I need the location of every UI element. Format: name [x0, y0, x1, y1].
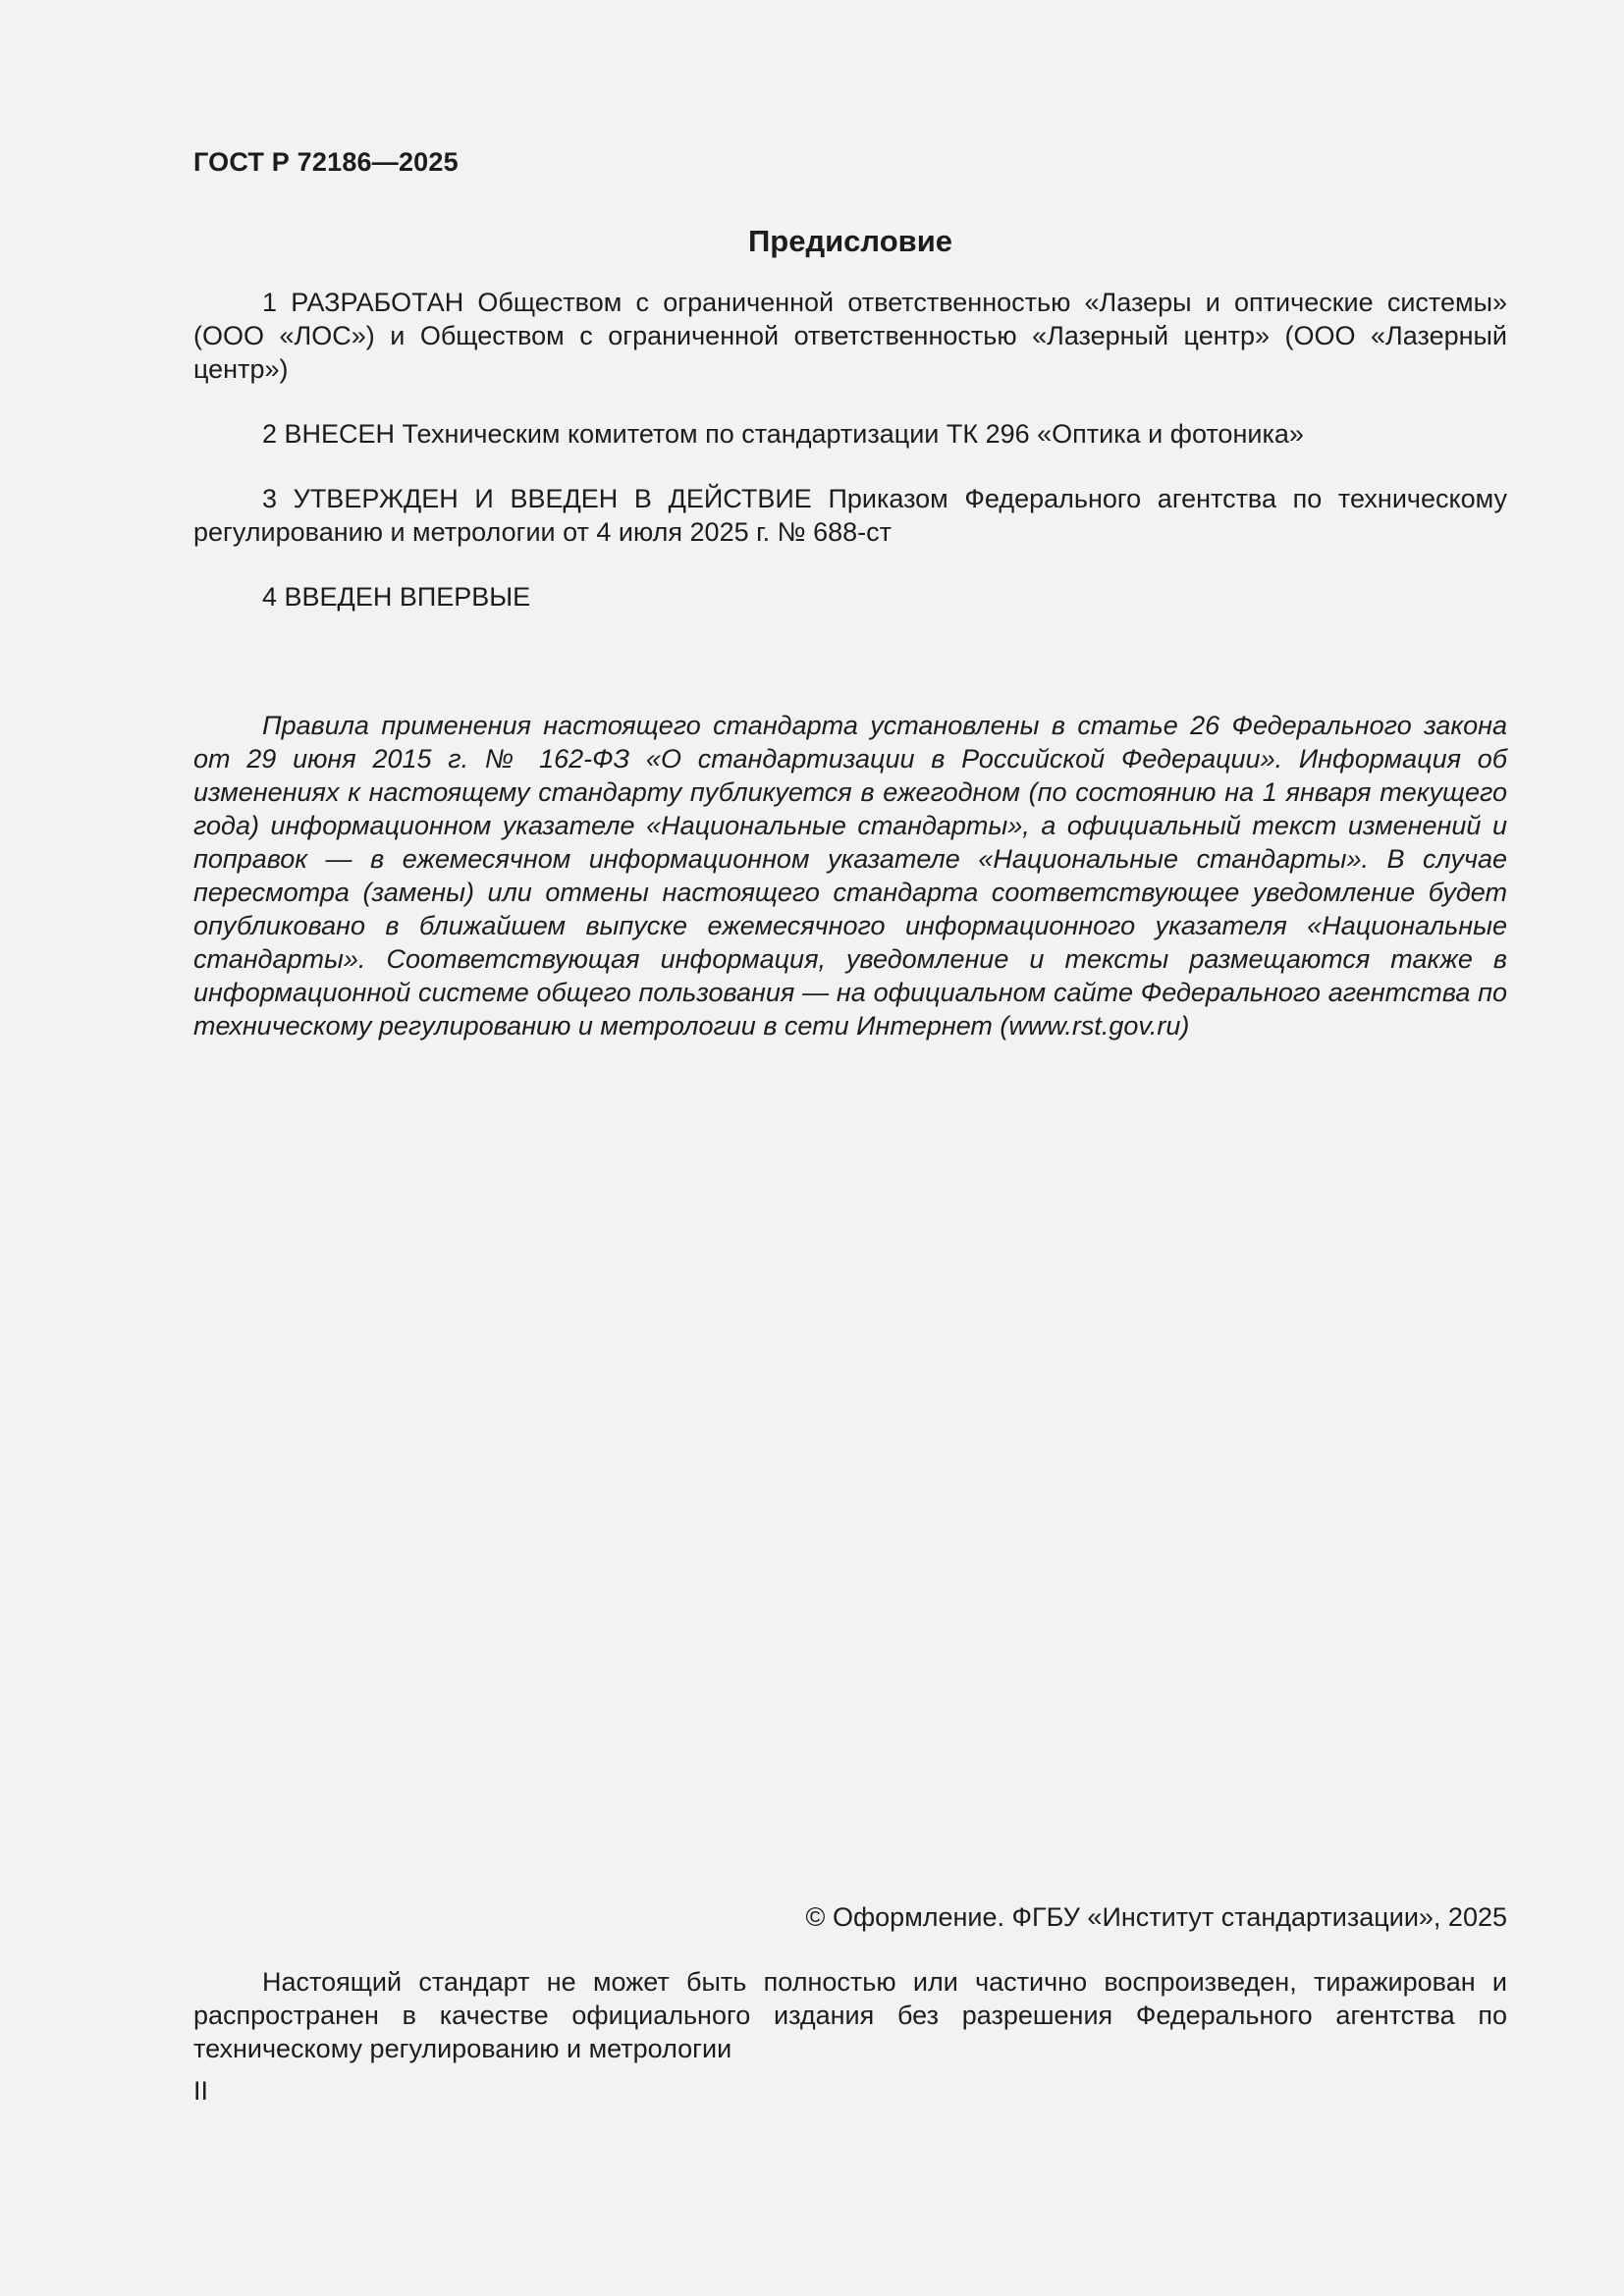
rules-paragraph: Правила применения настоящего стандарта установлены в статье 26 Федерального закона от 29 июня 2015 г. № 162-ФЗ «О стандартизации в Российской Федерации». Информация об изменениях к настоящему стандарту публикуется в ежегодном (по состоянию на 1 января текущего года) информационном указателе «Национальные стандарты», а официальный текст изменений и поправок — в ежемесячном информационном указателе «Национальные стандарты». В случае пересмотра (замены) или отмены настоящего стандарта соответствующее уведомление будет опубликовано в ближайшем выпуске ежемесячного информационного указателя «Национальные стандарты». Соответствующая информация, уведомление и тексты размещаются также в информационной системе общего пользования — на официальном сайте Федерального агентства по техническому регулированию и метрологии в сети Интернет (www.rst.gov.ru)	[193, 711, 1507, 1041]
reproduction-notice: Настоящий стандарт не может быть полностью или частично воспроизведен, тиражирован и распространен в качестве официального издания без разрешения Федерального агентства по техническому регулированию и метрологии	[193, 1967, 1507, 2063]
paragraph-first-edition: 4 ВВЕДЕН ВПЕРВЫЕ	[262, 582, 531, 612]
document-code: ГОСТ Р 72186—2025	[193, 147, 459, 177]
document-page	[193, 0, 1507, 2296]
paragraph-approved: 3 УТВЕРЖДЕН И ВВЕДЕН В ДЕЙСТВИЕ Приказом Федерального агентства по техническому регулированию и метрологии от 4 июля 2025 г. № 688-ст	[193, 484, 1507, 547]
paragraph-developed: 1 РАЗРАБОТАН Обществом с ограниченной ответственностью «Лазеры и оптические системы» (ООО «ЛОС») и Обществом с ограниченной ответственностью «Лазерный центр» (ООО «Лазерный центр»)	[193, 288, 1507, 384]
paragraph-introduced: 2 ВНЕСЕН Техническим комитетом по стандартизации ТК 296 «Оптика и фотоника»	[262, 419, 1304, 449]
page-number: II	[193, 2076, 209, 2106]
copyright-line: © Оформление. ФГБУ «Институт стандартизации», 2025	[805, 1902, 1507, 1932]
page-title: Предисловие	[747, 224, 952, 258]
